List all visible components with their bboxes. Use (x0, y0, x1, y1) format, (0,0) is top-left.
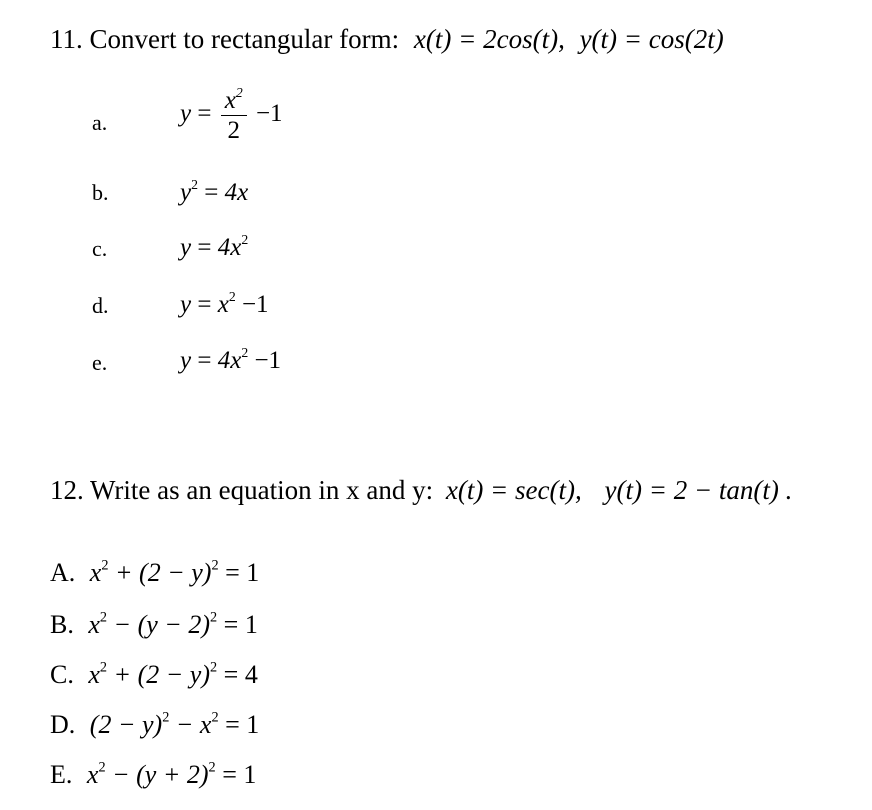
option-e-tail: −1 (254, 347, 282, 374)
choice-e-exp1: 2 (98, 759, 106, 776)
choice-d-exp1: 2 (162, 709, 170, 726)
option-b-lhs-exp: 2 (191, 177, 198, 192)
option-c-lhs: y (180, 234, 192, 261)
question-11-y-expression: y(t) = cos(2t) (579, 24, 724, 54)
question-12-text: Write as an equation in x and y: (90, 475, 434, 505)
option-d-lhs: y (180, 291, 192, 318)
option-e-lhs: y (180, 347, 192, 374)
choice-a-exp1: 2 (101, 557, 109, 574)
option-e-rhs-exp: 2 (241, 345, 249, 360)
choice-a-exp2: 2 (211, 557, 219, 574)
option-b-label: b. (92, 180, 109, 205)
option-a-num-base: x (224, 87, 236, 114)
choice-a-term2: + (2 − y) (108, 558, 212, 587)
choice-b-term2: − (y − 2) (107, 610, 210, 639)
choice-e (50, 759, 257, 789)
choice-d-term2: − x (169, 710, 212, 739)
option-b-rel: = (204, 179, 219, 206)
option-c-label: c. (92, 236, 108, 261)
option-a-num-exp: 2 (235, 85, 243, 100)
choice-d-term1: (2 − y) (89, 710, 163, 739)
choice-d-rhs: = 1 (218, 710, 260, 739)
option-c-rhs: 4x (217, 234, 242, 261)
option-d-equation (180, 289, 269, 318)
option-d-rhs: x (217, 291, 229, 318)
question-11-number: 11. (50, 24, 83, 54)
option-a-denominator: 2 (227, 117, 240, 144)
option-e-rel: = (197, 347, 212, 374)
choice-c-label: C. (50, 660, 74, 689)
option-a-fraction (221, 85, 247, 144)
choice-b-exp1: 2 (99, 609, 108, 626)
option-a-tail: −1 (255, 100, 283, 128)
option-d-rhs-exp: 2 (228, 289, 236, 304)
choice-c (50, 659, 258, 689)
choice-b-label: B. (50, 610, 74, 639)
choice-c-term2: + (2 − y) (107, 660, 210, 689)
choice-b-rhs: = 1 (217, 610, 258, 639)
option-e-label: e. (92, 350, 108, 375)
choice-d-exp2: 2 (211, 709, 219, 726)
option-d-label: d. (92, 293, 109, 318)
choice-e-label: E. (50, 760, 73, 789)
question-12-number: 12. (50, 475, 84, 505)
option-b-equation (180, 177, 249, 206)
choice-c-term1: x (88, 660, 100, 689)
question-12-x-expression: x(t) = sec(t), (445, 475, 582, 505)
option-a-label: a. (92, 110, 108, 135)
option-a-rel: = (197, 100, 212, 128)
choice-a-term1: x (89, 558, 102, 587)
option-b-rhs: 4x (224, 179, 249, 206)
question-11-x-expression: x(t) = 2cos(t), (413, 24, 565, 54)
option-c-rel: = (197, 234, 212, 261)
choice-e-rhs: = 1 (215, 760, 257, 789)
option-a-lhs: y (180, 100, 192, 128)
choice-c-exp2: 2 (210, 659, 218, 676)
choice-a-label: A. (50, 558, 76, 587)
option-d-rel: = (197, 291, 212, 318)
choice-d (50, 709, 260, 739)
question-11-text: Convert to rectangular form: (89, 24, 400, 54)
option-e-equation (180, 345, 282, 374)
option-c-equation (180, 232, 249, 261)
choice-c-exp1: 2 (99, 659, 108, 676)
option-e-rhs: 4x (217, 347, 242, 374)
option-c-rhs-exp: 2 (241, 232, 249, 247)
choice-a (50, 557, 260, 587)
choice-a-rhs: = 1 (218, 558, 260, 587)
option-b-lhs: y (180, 179, 192, 206)
choice-e-term2: − (y + 2) (105, 760, 209, 789)
choice-b (50, 609, 258, 639)
question-12-prompt (50, 477, 792, 504)
choice-e-term1: x (86, 760, 99, 789)
option-a-equation (180, 85, 283, 144)
question-12-y-expression: y(t) = 2 − tan(t) . (604, 475, 793, 505)
option-d-tail: −1 (241, 291, 269, 318)
choice-c-rhs: = 4 (217, 660, 258, 689)
choice-e-exp2: 2 (208, 759, 216, 776)
choice-d-label: D. (50, 710, 76, 739)
choice-b-exp2: 2 (210, 609, 218, 626)
question-11-prompt (50, 26, 724, 53)
option-a-numerator (221, 85, 247, 116)
choice-b-term1: x (88, 610, 100, 639)
